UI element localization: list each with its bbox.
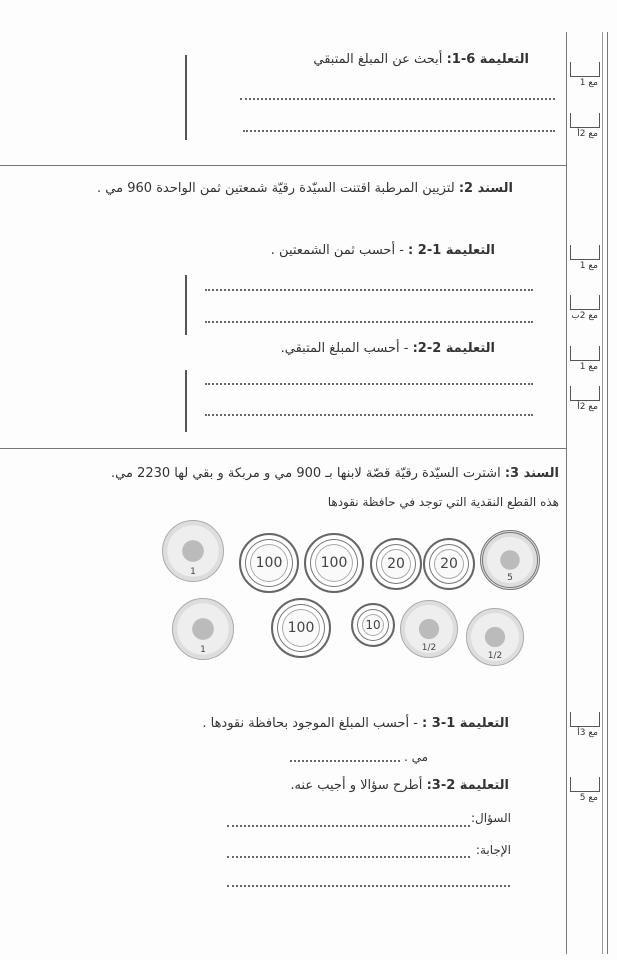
coin-100 — [239, 533, 299, 593]
task-2-2 — [281, 341, 495, 356]
score-box[interactable] — [570, 295, 602, 321]
coin-1-dinar — [172, 598, 234, 660]
coin-20 — [370, 538, 422, 590]
margin-bar — [185, 275, 187, 335]
score-box[interactable] — [570, 386, 602, 412]
coin-value: 20 — [387, 556, 405, 572]
document-2 — [97, 181, 513, 196]
coin-5-dinar — [480, 530, 540, 590]
task-text: - أحسب المبلغ المتبقي. — [280, 341, 409, 356]
coin-10 — [351, 603, 395, 647]
coin-value: 1/2 — [487, 651, 503, 661]
question-label: السؤال: — [471, 811, 511, 825]
margin-bar — [185, 370, 187, 432]
task-text: أطرح سؤالا و أجيب عنه. — [290, 778, 423, 793]
answer-input[interactable] — [227, 856, 470, 858]
coin-value: 1/2 — [421, 643, 437, 653]
answer-line[interactable] — [290, 760, 400, 762]
document-3-subtext: هذه القطع النقدية التي توجد في حافظة نقودها — [327, 495, 559, 509]
score-box[interactable] — [570, 777, 602, 803]
answer-line[interactable] — [227, 885, 510, 887]
coin-value: 20 — [440, 556, 458, 572]
score-label: مع 5 — [579, 793, 598, 803]
score-label: مع 1 — [579, 78, 598, 88]
coin-value: 100 — [287, 620, 315, 636]
coin-value: 100 — [320, 555, 348, 571]
score-label: مع 2ب — [571, 311, 598, 321]
document-label: السند 3: — [504, 466, 559, 481]
task-label: التعليمة 6-1: — [446, 52, 529, 67]
coin-value: 10 — [365, 618, 381, 632]
coin-value: 100 — [255, 555, 283, 571]
score-box[interactable] — [570, 346, 602, 372]
answer-line[interactable] — [243, 130, 555, 132]
answer-line[interactable] — [205, 289, 533, 291]
task-3-1 — [202, 716, 509, 731]
task-2-1 — [271, 243, 495, 258]
section-divider — [0, 165, 566, 166]
task-text: - أحسب المبلغ الموجود بحافظة نقودها . — [202, 716, 418, 731]
section-divider — [0, 448, 566, 449]
task-text: - أحسب ثمن الشمعتين . — [270, 243, 404, 258]
score-label: مع 2أ — [577, 129, 598, 139]
grading-margin-column — [566, 32, 608, 954]
coin-value: 5 — [507, 573, 513, 583]
coin-value: 1 — [200, 645, 206, 655]
task-3-2 — [290, 778, 509, 793]
task-label: التعليمة 2-2: — [412, 341, 495, 356]
document-label: السند 2: — [458, 181, 513, 196]
document-3 — [111, 466, 559, 481]
score-box[interactable] — [570, 245, 602, 271]
unit-label: مي . — [404, 750, 429, 764]
task-label: التعليمة 1-3 : — [422, 716, 509, 731]
answer-label: الإجابة: — [475, 843, 511, 857]
task-text: أبحث عن المبلغ المتبقي — [313, 52, 443, 67]
task-label: التعليمة 1-2 : — [408, 243, 495, 258]
task-6-1 — [313, 52, 529, 67]
score-label: مع 1 — [579, 362, 598, 372]
answer-line[interactable] — [205, 321, 533, 323]
coin-value: 1 — [190, 567, 196, 577]
coin-half-dinar — [466, 608, 524, 666]
answer-line[interactable] — [205, 414, 533, 416]
task-label: التعليمة 2-3: — [426, 778, 509, 793]
answer-line[interactable] — [205, 383, 533, 385]
coin-20 — [423, 538, 475, 590]
coin-1-dinar — [162, 520, 224, 582]
margin-bar — [185, 55, 187, 140]
score-label: مع 2أ — [577, 402, 598, 412]
score-box[interactable] — [570, 62, 602, 88]
coin-half-dinar — [400, 600, 458, 658]
coin-100 — [271, 598, 331, 658]
document-text: اشترت السيّدة رقيّة قصّة لابنها بـ 900 مي و مربكة و بقي لها 2230 مي. — [111, 466, 501, 481]
score-label: مع 3أ — [577, 728, 598, 738]
score-label: مع 1 — [579, 261, 598, 271]
score-box[interactable] — [570, 113, 602, 139]
score-box[interactable] — [570, 712, 602, 738]
coin-100 — [304, 533, 364, 593]
document-text: لتزيين المرطبة اقتنت السيّدة رقيّة شمعتين ثمن الواحدة 960 مي . — [97, 181, 455, 196]
question-input[interactable] — [227, 825, 470, 827]
answer-line[interactable] — [240, 98, 555, 100]
